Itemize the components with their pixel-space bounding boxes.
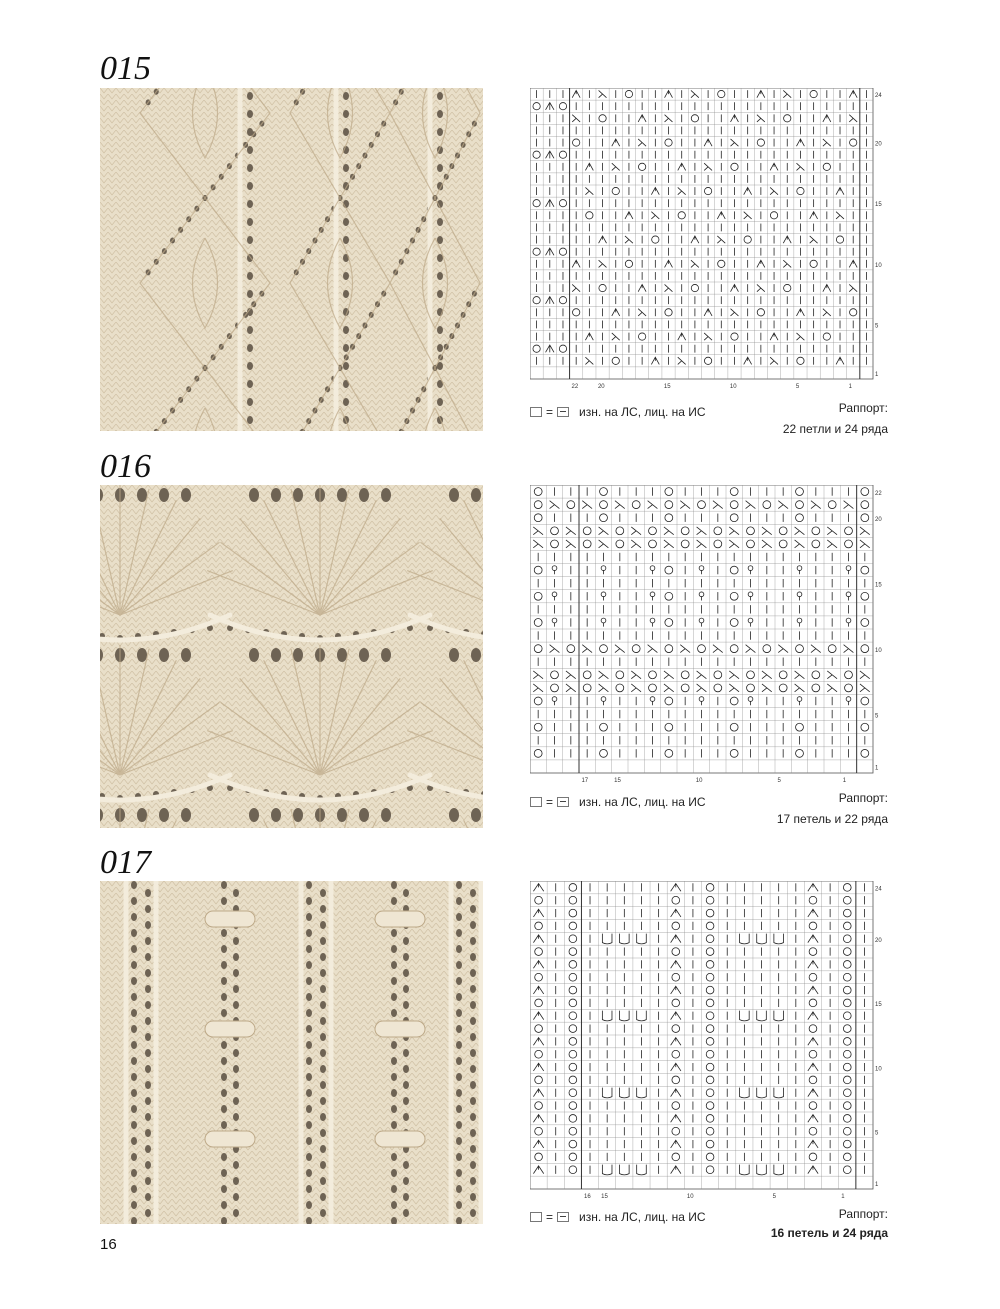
row-number-label: 24 (875, 93, 882, 100)
repeat-detail: 16 петель и 24 ряда (770, 1226, 888, 1240)
pattern-number: 017 (100, 844, 151, 881)
column-number-label: 15 (663, 384, 671, 390)
row-number-label: 10 (875, 647, 882, 654)
swatch-photo (100, 881, 483, 1224)
column-number-label: 5 (795, 384, 800, 390)
dash-square-icon (557, 407, 569, 417)
row-number-label: 5 (875, 323, 879, 330)
column-number-label: 1 (848, 384, 852, 390)
column-number-label: 10 (695, 778, 703, 784)
column-number-label: 15 (614, 778, 621, 784)
row-number-label: 1 (875, 765, 879, 772)
chart-legend (530, 1210, 706, 1224)
swatch-photo (100, 485, 483, 828)
row-number-label: 22 (875, 490, 882, 497)
chart-legend (530, 795, 706, 809)
legend-text: изн. на ЛС, лиц. на ИС (579, 1210, 706, 1224)
row-number-label: 1 (875, 1181, 879, 1188)
swatch-photo (100, 88, 483, 431)
equals-sign: = (546, 405, 554, 419)
repeat-detail: 22 петли и 24 ряда (782, 422, 888, 436)
column-number-label: 1 (842, 778, 847, 784)
row-number-label: 24 (875, 886, 882, 893)
row-number-label: 10 (875, 1066, 882, 1073)
repeat-info (783, 400, 888, 438)
column-number-label: 5 (772, 1194, 777, 1200)
repeat-title: Раппорт: (838, 1207, 888, 1221)
row-number-label: 20 (875, 937, 882, 944)
row-number-label: 15 (875, 202, 882, 209)
row-number-label: 10 (875, 262, 882, 269)
stitch-chart (530, 881, 887, 1201)
row-number-label: 20 (875, 517, 882, 523)
repeat-detail: 17 петель и 22 ряда (776, 812, 888, 826)
column-number-label: 16 (584, 1194, 591, 1200)
dash-square-icon (557, 1212, 569, 1222)
repeat-title: Раппорт: (838, 791, 888, 805)
column-number-label: 17 (581, 778, 589, 784)
legend-text: изн. на ЛС, лиц. на ИС (579, 795, 706, 809)
equals-sign: = (546, 795, 554, 809)
pattern-number: 016 (100, 448, 151, 485)
dash-square-icon (557, 797, 569, 807)
column-number-label: 1 (841, 1194, 845, 1200)
column-number-label: 10 (729, 384, 737, 390)
chart-grid (530, 881, 873, 1189)
column-number-label: 10 (686, 1194, 694, 1200)
chart-grid (530, 88, 873, 379)
repeat-info (777, 790, 888, 828)
repeat-info (771, 1206, 888, 1242)
row-number-label: 5 (875, 713, 879, 720)
row-number-label: 15 (875, 582, 882, 589)
column-number-label: 5 (777, 778, 781, 784)
row-number-label: 1 (875, 371, 879, 378)
page-number: 16 (100, 1236, 117, 1253)
stitch-chart (530, 88, 887, 391)
column-number-label: 22 (571, 384, 579, 390)
row-number-label: 5 (875, 1130, 879, 1137)
repeat-title: Раппорт: (838, 401, 888, 415)
empty-square-icon (530, 407, 542, 417)
row-number-label: 20 (875, 141, 882, 148)
column-number-label: 15 (601, 1194, 608, 1200)
legend-text: изн. на ЛС, лиц. на ИС (579, 405, 706, 419)
chart-legend (530, 405, 706, 419)
pattern-number: 015 (100, 50, 151, 87)
empty-square-icon (530, 797, 542, 807)
stitch-chart (530, 485, 887, 785)
equals-sign: = (546, 1210, 554, 1224)
row-number-label: 15 (875, 1002, 882, 1009)
empty-square-icon (530, 1212, 542, 1222)
column-number-label: 20 (597, 384, 605, 390)
